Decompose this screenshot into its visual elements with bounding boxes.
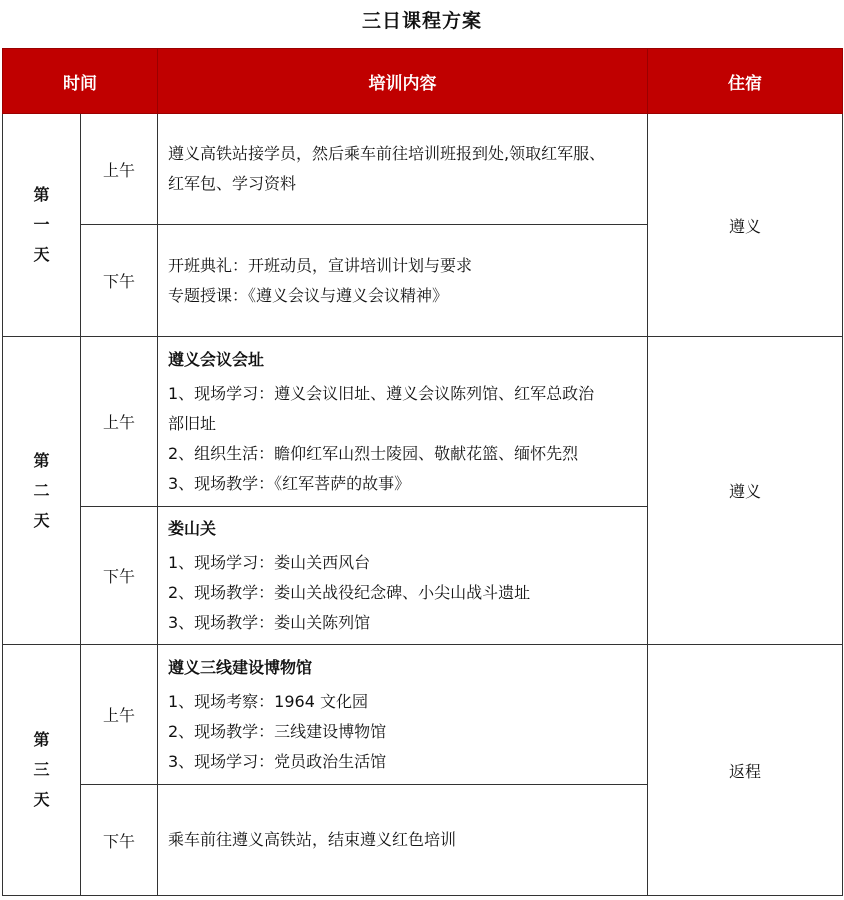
content-line: 部旧址 (168, 413, 217, 433)
day-char: 天 (33, 245, 50, 264)
session-content (158, 114, 648, 225)
content-line: 2、现场教学：三线建设博物馆 (168, 721, 387, 741)
table-row (3, 645, 843, 785)
content-line: 开班典礼：开班动员，宣讲培训计划与要求 (168, 255, 473, 275)
content-line: 遵义高铁站接学员，然后乘车前往培训班报到处,领取红军服、 (168, 144, 606, 163)
table-row (3, 114, 843, 225)
session-content (158, 645, 648, 785)
day-char: 一 (33, 215, 50, 234)
day-label (3, 114, 81, 337)
day-char: 第 (33, 185, 50, 204)
content-line: 3、现场教学：娄山关陈列馆 (168, 612, 371, 632)
day-char: 第 (33, 450, 50, 470)
session-heading: 遵义会议会址 (168, 349, 265, 369)
period-am: 上午 (81, 114, 158, 225)
content-line: 乘车前往遵义高铁站，结束遵义红色培训 (168, 830, 457, 849)
period-pm: 下午 (81, 225, 158, 337)
header-lodging: 住宿 (648, 49, 843, 114)
session-content (158, 337, 648, 507)
session-heading: 遵义三线建设博物馆 (168, 657, 313, 677)
session-heading: 娄山关 (168, 518, 217, 538)
period-pm: 下午 (81, 507, 158, 645)
content-line: 3、现场教学：《红军菩萨的故事》 (168, 473, 411, 493)
header-content: 培训内容 (158, 49, 648, 114)
content-line: 2、组织生活：瞻仰红军山烈士陵园、敬献花篮、缅怀先烈 (168, 443, 579, 463)
session-content (158, 507, 648, 645)
day-char: 二 (33, 480, 50, 500)
day-char: 天 (33, 510, 50, 530)
table-row (3, 337, 843, 507)
content-line: 1、现场学习：娄山关西风台 (168, 552, 371, 572)
table-header-row (3, 49, 843, 114)
period-am: 上午 (81, 645, 158, 785)
lodging-cell: 遵义 (648, 337, 843, 645)
page-title: 三日课程方案 (361, 10, 482, 32)
day-label (3, 337, 81, 645)
session-content (158, 225, 648, 337)
course-plan-table (2, 48, 843, 896)
content-line: 专题授课：《遵义会议与遵义会议精神》 (168, 285, 449, 305)
content-line: 1、现场考察：1964 文化园 (168, 691, 368, 711)
lodging-cell: 遵义 (648, 114, 843, 337)
lodging-cell: 返程 (648, 645, 843, 896)
content-line: 3、现场学习：党员政治生活馆 (168, 751, 387, 771)
period-am: 上午 (81, 337, 158, 507)
day-label (3, 645, 81, 896)
day-char: 第 (33, 730, 50, 749)
day-char: 三 (33, 760, 50, 779)
header-time: 时间 (3, 49, 158, 114)
content-line: 红军包、学习资料 (168, 174, 297, 193)
session-content (158, 785, 648, 896)
day-char: 天 (33, 790, 50, 809)
content-line: 1、现场学习：遵义会议旧址、遵义会议陈列馆、红军总政治 (168, 383, 595, 403)
period-pm: 下午 (81, 785, 158, 896)
content-line: 2、现场教学：娄山关战役纪念碑、小尖山战斗遗址 (168, 582, 531, 602)
